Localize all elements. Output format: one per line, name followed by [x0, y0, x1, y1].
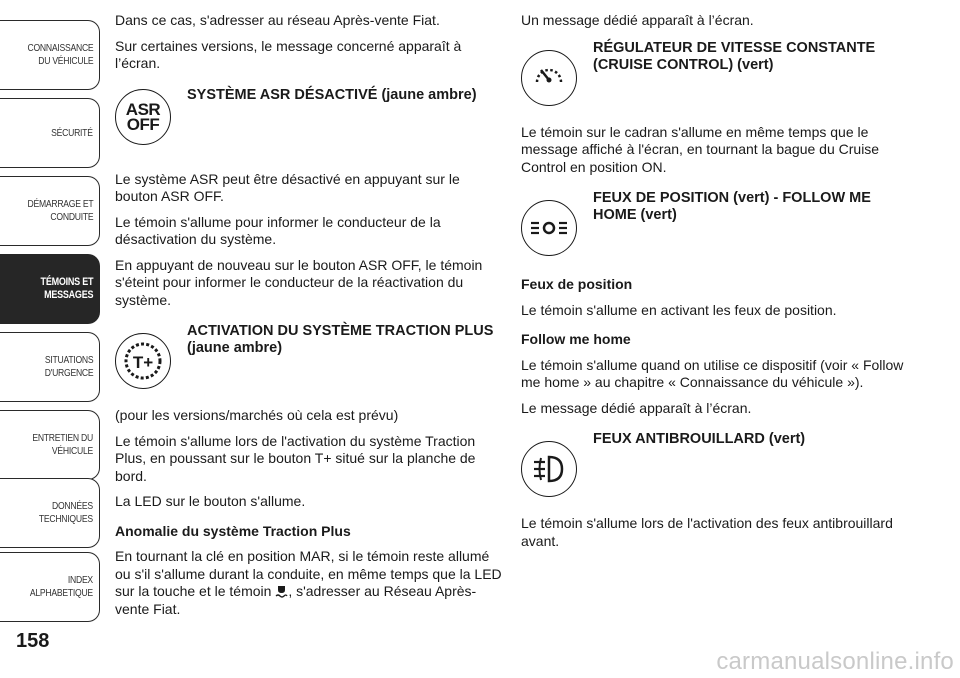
paragraph: (pour les versions/marchés où cela est prévu) — [115, 407, 399, 423]
traction-warning-title: ACTIVATION DU SYSTÈME TRACTION PLUS (jaune ambre) — [187, 323, 494, 356]
tab-temoins[interactable]: TÉMOINS ET MESSAGES — [0, 254, 100, 324]
paragraph: Le système ASR peut être désactivé en appuyant sur le bouton ASR OFF. — [115, 170, 460, 204]
paragraph: Le message dédié apparaît à l’écran. — [521, 399, 752, 416]
section-subheading: Follow me home — [521, 331, 631, 347]
section-subheading: Feux de position — [521, 276, 633, 292]
cruise-warning-block — [521, 40, 911, 114]
tab-connaissance[interactable]: CONNAISSANCE DU VÉHICULE — [0, 20, 100, 90]
asr-warning-title: SYSTÈME ASR DÉSACTIVÉ (jaune ambre) — [187, 86, 477, 103]
paragraph: Le témoin s'allume lors de l'activation des feux antibrouillard avant. — [521, 515, 893, 549]
left-column — [115, 12, 505, 626]
tab-donnees[interactable]: DONNÉES TECHNIQUES — [0, 478, 100, 548]
position-lights-block — [521, 190, 911, 264]
cruise-control-icon — [521, 50, 577, 106]
paragraph: Sur certaines versions, le message concerné apparaît à l’écran. — [115, 37, 462, 71]
fog-lights-title: FEUX ANTIBROUILLARD (vert) — [593, 431, 806, 447]
tab-securite[interactable]: SÉCURITÉ — [0, 98, 100, 168]
position-lights-icon — [521, 200, 577, 256]
tab-situations[interactable]: SITUATIONS D'URGENCE — [0, 332, 100, 402]
traction-plus-icon — [115, 333, 171, 389]
svg-text:T+: T+ — [132, 353, 154, 372]
right-column — [521, 12, 911, 558]
paragraph: En appuyant de nouveau sur le bouton ASR OFF, le témoin s'éteint pour informer le conducteur de la réactivation du système. — [115, 256, 483, 308]
page-number: 158 — [16, 630, 50, 652]
paragraph: Un message dédié apparaît à l’écran. — [521, 12, 754, 28]
esc-warning-icon — [275, 585, 288, 598]
paragraph: La LED sur le bouton s'allume. — [115, 493, 306, 509]
cruise-warning-title: RÉGULATEUR DE VITESSE CONSTANTE (CRUISE CONTROL) (vert) — [593, 39, 876, 73]
watermark: carmanualsonline.info — [716, 648, 954, 675]
paragraph: Le témoin s'allume lors de l'activation du système Traction Plus, en poussant sur le bouton T+ situé sur la planche de bord. — [115, 432, 476, 484]
tab-index[interactable]: INDEX ALPHABETIQUE — [0, 552, 100, 622]
paragraph: En tournant la clé en position MAR, si le témoin reste allumé ou s'il s'allume durant la conduite, en même temps que la LED sur la touche et le témoin , s'adresser au Réseau Après-vente Fiat. — [115, 548, 502, 617]
fog-lights-block — [521, 431, 911, 505]
section-subheading: Anomalie du système Traction Plus — [115, 522, 351, 539]
off-icon-label: OFF — [126, 114, 160, 134]
paragraph: Le témoin sur le cadran s'allume en même temps que le message affiché à l'écran, en tournant la bague du Cruise Control en position ON. — [521, 123, 880, 175]
tab-entretien[interactable]: ENTRETIEN DU VÉHICULE — [0, 410, 100, 480]
paragraph: Le témoin s'allume pour informer le conducteur de la désactivation du système. — [115, 213, 441, 247]
paragraph: Dans ce cas, s'adresser au réseau Après-vente Fiat. — [115, 12, 440, 28]
traction-warning-block — [115, 323, 505, 397]
paragraph: Le témoin s'allume quand on utilise ce dispositif (voir « Follow me home » au chapitre « Connaissance du véhicule »). — [521, 356, 904, 390]
tab-demarrage[interactable]: DÉMARRAGE ET CONDUITE — [0, 176, 100, 246]
asr-warning-block — [115, 87, 505, 161]
asr-off-icon — [115, 89, 171, 145]
paragraph: Le témoin s'allume en activant les feux de position. — [521, 301, 837, 318]
asr-icon-label: ASR — [125, 99, 161, 119]
front-fog-light-icon — [521, 441, 577, 497]
position-lights-title: FEUX DE POSITION (vert) - FOLLOW ME HOME (vert) — [593, 190, 871, 223]
